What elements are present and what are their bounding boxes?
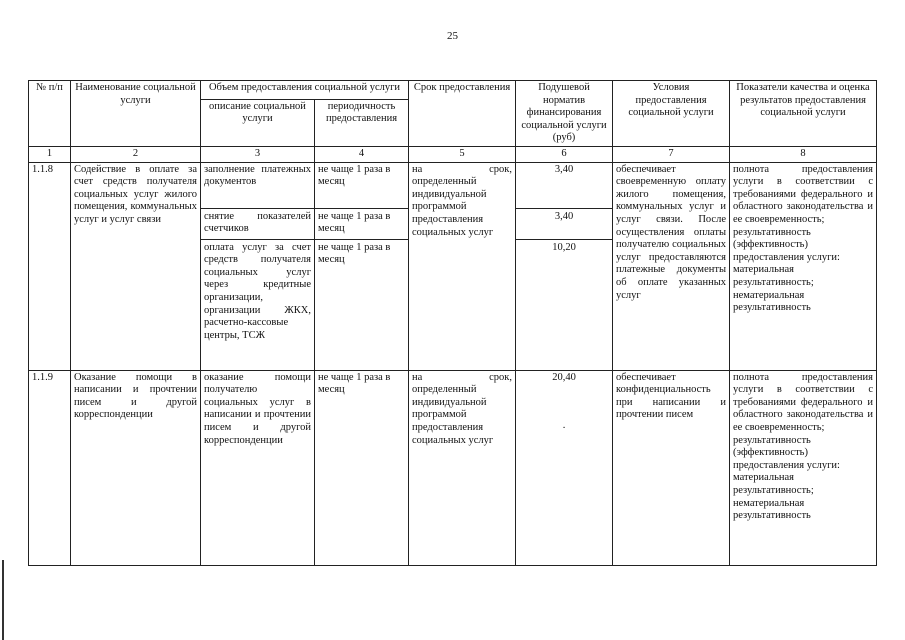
quality-line: полнота предоставления услуги в соответствии с требованиями федерального и областного законодательства и ее своевременность; <box>733 371 873 433</box>
quality-line: материальная результативность; <box>733 472 814 496</box>
item-frequency: не чаще 1 раза в месяц <box>318 163 391 188</box>
quality-line: нематериальная результативность <box>733 289 811 314</box>
quality-line: материальная результативность; <box>733 264 814 288</box>
header-norm: Подушевой норматив финансирования социальной услуги (руб) <box>516 81 613 147</box>
service-norm <box>516 370 613 565</box>
column-index: 6 <box>516 146 613 162</box>
column-index: 7 <box>613 146 730 162</box>
quality-line: нематериальная результативность <box>733 497 811 522</box>
item-description: снятие показателей счетчиков <box>201 208 314 239</box>
item-frequency: не чаще 1 раза в месяц <box>315 208 408 239</box>
header-volume: Объем предоставления социальной услуги <box>201 81 409 100</box>
stray-mark: . <box>562 420 566 432</box>
header-name: Наименование социальной услуги <box>71 81 201 147</box>
column-index: 3 <box>201 146 315 162</box>
item-description: заполнение платежных документов <box>204 163 311 188</box>
item-description: оплата услуг за счет средств получателя социальных услуг через кредитные организации, организации ЖКХ, расчетно-кассовые центры, ТСЖ <box>201 239 314 343</box>
table-row <box>29 370 877 565</box>
quality-line: результативность (эффективность) предоставления услуги: <box>733 226 840 263</box>
service-conditions: обеспечивает конфиденциальность при написании и прочтении писем <box>613 370 730 565</box>
scan-edge-line <box>2 560 4 640</box>
quality-line: полнота предоставления услуги в соответствии с требованиями федерального и областного законодательства и ее своевременность; <box>733 163 873 225</box>
quality-line: результативность (эффективность) предоставления услуги: <box>733 434 840 471</box>
column-index: 5 <box>409 146 516 162</box>
service-norm <box>516 162 613 370</box>
header-conditions: Условия предоставления социальной услуги <box>613 81 730 147</box>
column-index: 1 <box>29 146 71 162</box>
service-conditions: обеспечивает своевременную оплату жилого помещения, коммунальных услуг и услуг связи. После осуществления оплаты получателю социальных услуг предоставляются платежные документы об оплате указанных услуг <box>613 162 730 370</box>
row-number: 1.1.9 <box>29 370 71 565</box>
header-num: № п/п <box>29 81 71 147</box>
service-quality <box>730 370 877 565</box>
service-description <box>201 162 315 370</box>
column-index: 8 <box>730 146 877 162</box>
item-norm: 3,40 <box>516 208 612 239</box>
service-name: Содействие в оплате за счет средств получателя социальных услуг жилого помещения, коммунальных услуг и услуг связи <box>71 162 201 370</box>
item-norm: 10,20 <box>516 239 612 255</box>
item-norm: 20,40 <box>552 371 576 383</box>
service-term: на срок, определенный индивидуальной программой предоставления социальных услуг <box>409 370 516 565</box>
column-index-row <box>29 146 877 162</box>
header-quality: Показатели качества и оценка результатов предоставления социальной услуги <box>730 81 877 147</box>
header-term: Срок предоставления <box>409 81 516 147</box>
column-index: 4 <box>315 146 409 162</box>
service-frequency: не чаще 1 раза в месяц <box>315 370 409 565</box>
service-quality <box>730 162 877 370</box>
social-services-table <box>28 80 877 566</box>
column-index: 2 <box>71 146 201 162</box>
service-frequency <box>315 162 409 370</box>
item-frequency: не чаще 1 раза в месяц <box>315 239 408 267</box>
service-name: Оказание помощи в написании и прочтении писем и другой корреспонденции <box>71 370 201 565</box>
table-row <box>29 162 877 370</box>
header-volume-desc: описание социальной услуги <box>201 99 315 146</box>
service-term: на срок, определенный индивидуальной программой предоставления социальных услуг <box>409 162 516 370</box>
header-row <box>29 81 877 100</box>
service-description: оказание помощи получателю социальных услуг в написании и прочтении писем и другой корреспонденции <box>201 370 315 565</box>
header-volume-freq: периодичность предоставления <box>315 99 409 146</box>
page-number: 25 <box>447 30 458 42</box>
row-number: 1.1.8 <box>29 162 71 370</box>
item-norm: 3,40 <box>554 163 574 175</box>
